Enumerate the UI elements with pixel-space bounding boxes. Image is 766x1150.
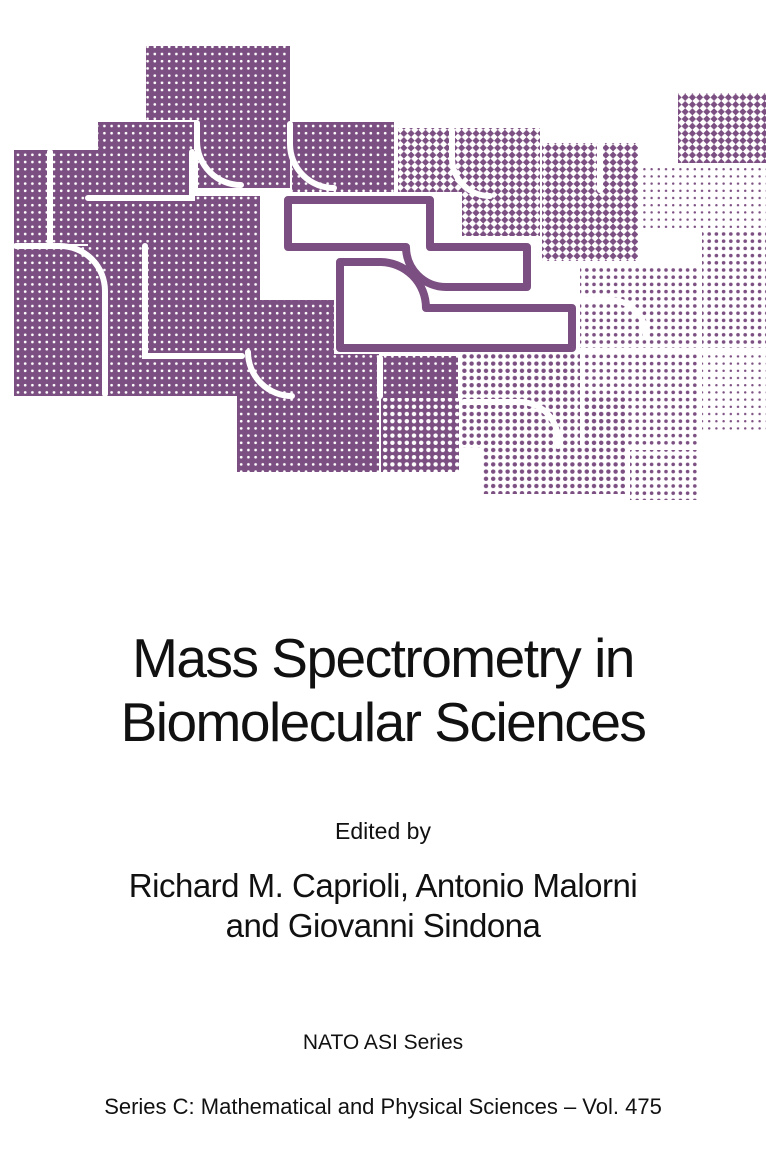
edited-by-label: Edited by: [335, 818, 431, 844]
series-name: NATO ASI Series: [302, 1031, 464, 1054]
cover-artwork: [0, 0, 766, 540]
editors-line1: Richard M. Caprioli, Antonio Malorni: [128, 867, 638, 904]
dark-pieces: [14, 46, 459, 472]
book-title-line2: Biomolecular Sciences: [120, 691, 646, 753]
editors: [0, 866, 766, 946]
series-volume-line: Series C: Mathematical and Physical Sciences – Vol. 475: [104, 1094, 662, 1119]
book-title: [0, 626, 766, 754]
editors-line2: and Giovanni Sindona: [225, 907, 541, 944]
book-title-line1: Mass Spectrometry in: [132, 627, 634, 689]
